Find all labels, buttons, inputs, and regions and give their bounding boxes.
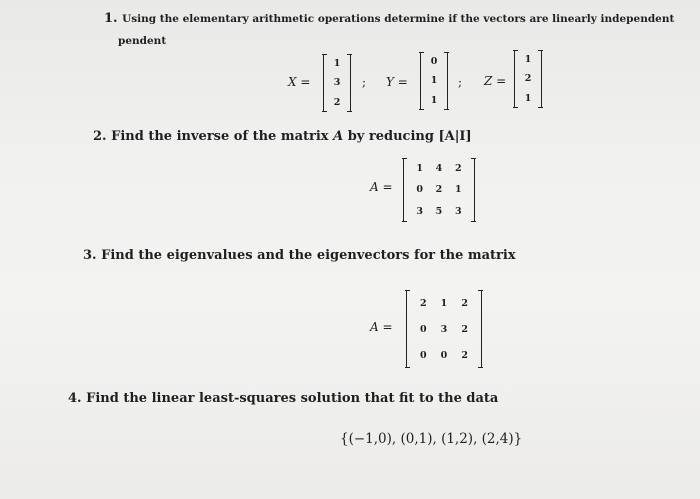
vector-x-entry: 2 (333, 96, 341, 108)
vector-y-entry: 1 (430, 75, 438, 87)
matrix-2-entry: 1 (455, 184, 462, 196)
vector-z-entry: 1 (524, 54, 532, 66)
matrix-2-label: A = (370, 180, 393, 194)
problem-3-number: 3. (83, 248, 97, 263)
problem-3-text: 3. Find the eigenvalues and the eigenvectors for the matrix (83, 248, 516, 263)
matrix-2-entry: 3 (416, 205, 423, 217)
problem-1-text (104, 11, 674, 26)
separator-2: ; (458, 75, 463, 89)
matrix-3-entry: 2 (420, 297, 427, 309)
matrix-2-entry: 2 (455, 163, 462, 175)
vector-y-entry: 1 (430, 94, 438, 106)
matrix-2-entry: 1 (416, 163, 423, 175)
matrix-2-entry: 2 (435, 184, 443, 196)
matrix-3-entry: 2 (461, 349, 468, 361)
matrix-2-entry: 3 (455, 205, 462, 217)
problem-2-text: 2. Find the inverse of the matrix A by reducing [A|I] (93, 129, 472, 144)
matrix-2-entry: 0 (416, 184, 423, 196)
augmented-notation: [A|I] (438, 129, 472, 144)
vector-z-label: Z = (484, 74, 507, 88)
matrix-3-entry: 2 (461, 297, 468, 309)
problem-4-number: 4. (68, 391, 82, 406)
matrix-2 (403, 158, 475, 222)
vector-x-entry: 1 (333, 58, 341, 70)
separator-1: ; (362, 75, 367, 89)
problem-1-continuation: pendent (118, 35, 167, 47)
problem-4-text: 4. Find the linear least-squares solution that fit to the data (68, 391, 499, 406)
matrix-3-entry: 3 (440, 323, 448, 335)
problem-1-line1: Using the elementary arithmetic operations determine if the vectors are linearly independent (122, 13, 675, 25)
vector-x-label: X = (288, 75, 311, 89)
vector-y-matrix (420, 52, 448, 110)
matrix-3-entry: 0 (440, 349, 448, 361)
vector-z-matrix (514, 50, 542, 108)
matrix-2-entry: 5 (435, 205, 443, 217)
problem-1-number: 1. (104, 11, 118, 26)
vector-z-entry: 2 (524, 73, 532, 85)
matrix-3-label: A = (370, 320, 393, 334)
matrix-3-entry: 0 (420, 323, 427, 335)
matrix-3 (406, 290, 482, 368)
problem-2-number: 2. (93, 129, 107, 144)
vector-x-matrix (323, 54, 351, 112)
matrix-3-entry: 2 (461, 323, 468, 335)
vector-x-entry: 3 (333, 77, 341, 89)
vector-z-entry: 1 (524, 92, 532, 104)
data-set: {(−1,0), (0,1), (1,2), (2,4)} (340, 431, 523, 447)
vector-y-label: Y = (386, 75, 408, 89)
matrix-3-entry: 0 (420, 349, 427, 361)
matrix-2-entry: 4 (435, 163, 443, 175)
matrix-3-entry: 1 (440, 297, 448, 309)
vector-y-entry: 0 (430, 56, 438, 68)
